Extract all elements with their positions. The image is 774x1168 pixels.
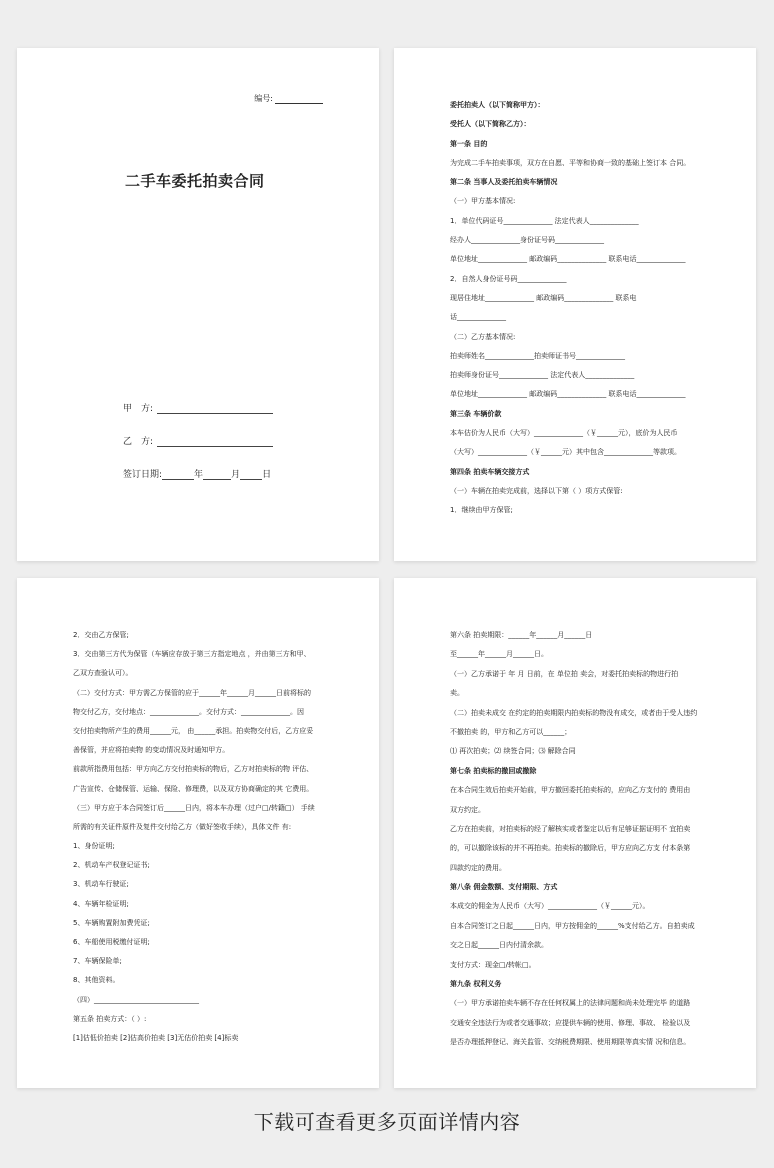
party-b-line bbox=[123, 434, 273, 447]
page-2-text bbox=[450, 96, 706, 521]
month-label: 月 bbox=[231, 470, 241, 480]
contract-page-2 bbox=[394, 48, 756, 561]
text-line: （二）拍卖未成交 在约定的拍卖期限内拍卖标的物没有成交，或者由于受人违约 bbox=[450, 708, 698, 717]
text-line: （三）甲方应于本合同签订后______日内，将本车办理（过户□/转籍□） 手续 bbox=[73, 803, 315, 812]
text-line: 3、机动车行驶证; bbox=[73, 880, 129, 889]
page-3-text bbox=[73, 626, 329, 1048]
text-line: [1]估低价拍卖 [2]估高价拍卖 [3]无估价拍卖 [4]标卖 bbox=[73, 1033, 239, 1042]
text-line: 的，可以撤除该标的并不再拍卖。拍卖标的撤除后，甲方应向乙方支 付本条第 bbox=[450, 844, 691, 853]
text-line: 话______________ bbox=[450, 313, 506, 322]
text-line: 2、机动车产权登记证书; bbox=[73, 861, 150, 870]
party-b-label: 乙 方: bbox=[123, 437, 154, 447]
text-line: 乙双方查验认可）。 bbox=[73, 669, 133, 678]
text-line: 拍卖师姓名______________拍卖师证书号______________ bbox=[450, 351, 625, 360]
article-heading: 委托拍卖人（以下简称甲方）： bbox=[450, 101, 545, 109]
document-number-label: 编号: bbox=[254, 94, 273, 103]
text-line: 交之日起______日内付清余款。 bbox=[450, 941, 548, 950]
year-blank bbox=[162, 470, 194, 480]
text-line: 卖。 bbox=[450, 689, 464, 698]
text-line: 交付拍卖物所产生的费用______元， 由______承担。拍卖物交付后，乙方应妥 bbox=[73, 726, 314, 735]
text-line: 乙方在拍卖前，对拍卖标的经了解核实或者鉴定以后有足够证据证明不 宜拍卖 bbox=[450, 824, 691, 833]
text-line: 5、车辆购置附加费凭证; bbox=[73, 918, 150, 927]
text-line: （二）交付方式：甲方需乙方保管的应于______年______月______日前将标的 bbox=[73, 688, 311, 697]
download-more-caption: 下载可查看更多页面详情内容 bbox=[253, 1110, 521, 1134]
text-line: 1、身份证明; bbox=[73, 842, 115, 851]
contract-page-4 bbox=[394, 578, 756, 1088]
text-line: 双方约定。 bbox=[450, 805, 485, 814]
text-line: （一）车辆在拍卖完成前，选择以下第（ ）项方式保管: bbox=[450, 486, 623, 495]
text-line: 8、其他资料。 bbox=[73, 976, 120, 985]
text-line: 不撤拍卖 的，甲方和乙方可以______； bbox=[450, 727, 572, 736]
text-line: 6、车船使用税缴付证明; bbox=[73, 938, 150, 946]
article-heading: 受托人（以下简称乙方）： bbox=[450, 120, 531, 129]
day-blank bbox=[240, 470, 262, 480]
article-heading: 第一条 目的 bbox=[450, 139, 488, 148]
party-b-blank bbox=[157, 437, 273, 447]
party-a-blank bbox=[157, 404, 273, 414]
month-blank bbox=[203, 470, 231, 480]
text-line: 前款所指费用包括：甲方向乙方交付拍卖标的物后，乙方对拍卖标的物 评估、 bbox=[73, 765, 314, 774]
sign-date-line bbox=[123, 467, 271, 480]
article-heading: 第三条 车辆价款 bbox=[450, 409, 502, 418]
text-line: 1．继续由甲方保管; bbox=[450, 506, 513, 515]
text-line: 支付方式：现金□/转帐□。 bbox=[450, 960, 536, 969]
text-line: 拍卖师身份证号______________ 法定代表人______________ bbox=[450, 371, 635, 380]
text-line: 1．单位代码证号______________ 法定代表人______________ bbox=[450, 216, 639, 225]
document-number-blank bbox=[275, 95, 323, 104]
text-line: ⑴ 再次拍卖；⑵ 续签合同；⑶ 解除合同 bbox=[450, 747, 576, 756]
text-line: 经办人______________身份证号码______________ bbox=[450, 236, 604, 245]
text-line: （一）甲方基本情况: bbox=[450, 197, 516, 206]
text-line: 第六条 拍卖期限：______年______月______日 bbox=[450, 631, 593, 639]
text-line: 本车估价为人民币（大写）______________（￥______元），底价为人民币 bbox=[450, 429, 678, 438]
text-line: （大写）______________（￥______元）其中包含______________等款项。 bbox=[450, 448, 681, 457]
text-line: 7、车辆保险单; bbox=[73, 957, 122, 966]
article-heading: 第二条 当事人及委托拍卖车辆情况 bbox=[450, 178, 558, 187]
contract-page-3 bbox=[17, 578, 379, 1088]
party-a-label: 甲 方: bbox=[123, 404, 154, 414]
article-heading: 第四条 拍卖车辆交接方式 bbox=[450, 467, 530, 476]
article-heading: 第九条 权利义务 bbox=[450, 980, 502, 989]
text-line: 自本合同签订之日起______日内，甲方按佣金的______%支付给乙方。自拍卖成 bbox=[450, 921, 695, 930]
text-line: 四款约定的费用。 bbox=[450, 863, 506, 872]
party-a-line bbox=[123, 401, 273, 414]
text-line: 3．交由第三方代为保管（车辆应存放于第三方指定地点 ，并由第三方和甲、 bbox=[73, 650, 311, 659]
text-line: （一）甲方承诺拍卖车辆不存在任何权属上的法律问题和尚未处理完毕 的道路 bbox=[450, 999, 691, 1008]
text-line: 单位地址______________ 邮政编码______________ 联系电话______________ bbox=[450, 255, 686, 264]
text-line: 2．自然人身份证号码______________ bbox=[450, 274, 567, 283]
sign-date-label: 签订日期: bbox=[123, 470, 163, 480]
year-label: 年 bbox=[194, 470, 204, 480]
text-line: 单位地址______________ 邮政编码______________ 联系电话______________ bbox=[450, 390, 686, 399]
text-line: （二）乙方基本情况: bbox=[450, 332, 516, 341]
article-heading: 第七条 拍卖标的撤回或撤除 bbox=[450, 766, 537, 775]
day-label: 日 bbox=[262, 470, 272, 480]
text-line: 是否办理抵押登记、海关监管、交纳税费期限、使用期限等真实情 况和信息。 bbox=[450, 1038, 691, 1047]
text-line: 交通安全违法行为或者交通事故；应提供车辆的使用、修理、事故、 检验以及 bbox=[450, 1018, 691, 1027]
text-line: 本成交的佣金为人民币（大写）______________（￥______元）。 bbox=[450, 902, 650, 911]
text-line: （四）______________________________ bbox=[73, 995, 199, 1004]
text-line: 现居住地址______________ 邮政编码______________ 联系电 bbox=[450, 293, 637, 302]
text-line: 所需的有关证件原件及复件交付给乙方（做好签收手续），具体文件 有: bbox=[73, 822, 292, 831]
text-line: 物交付乙方，交付地点：______________。交付方式：______________。因 bbox=[73, 707, 304, 716]
text-line: 2．交由乙方保管; bbox=[73, 631, 129, 639]
article-heading: 第八条 佣金数额、支付期限、方式 bbox=[450, 883, 558, 892]
text-line: 广告宣传、仓储保管、运输、保险、修理费，以及双方协商确定的其 它费用。 bbox=[73, 784, 314, 793]
cover-page bbox=[17, 48, 379, 561]
document-number bbox=[254, 93, 323, 104]
text-line: 善保管，并应将拍卖物 的变动情况及时通知甲方。 bbox=[73, 746, 230, 755]
text-line: 在本合同生效后拍卖开始前，甲方撤回委托拍卖标的，应向乙方支付的 费用由 bbox=[450, 786, 691, 795]
text-line: 为完成二手车拍卖事项，双方在自愿、平等和协商一致的基础上签订本 合同。 bbox=[450, 158, 691, 167]
page-4-text bbox=[450, 626, 706, 1053]
text-line: 至______年______月______日。 bbox=[450, 650, 548, 659]
text-line: 第五条 拍卖方式：（ ）: bbox=[73, 1014, 147, 1023]
contract-title: 二手车委托拍卖合同 bbox=[125, 172, 265, 190]
text-line: （一）乙方承诺于 年 月 日前，在 单位拍 卖会，对委托拍卖标的物进行拍 bbox=[450, 669, 679, 678]
text-line: 4、车辆年检证明; bbox=[73, 899, 129, 908]
